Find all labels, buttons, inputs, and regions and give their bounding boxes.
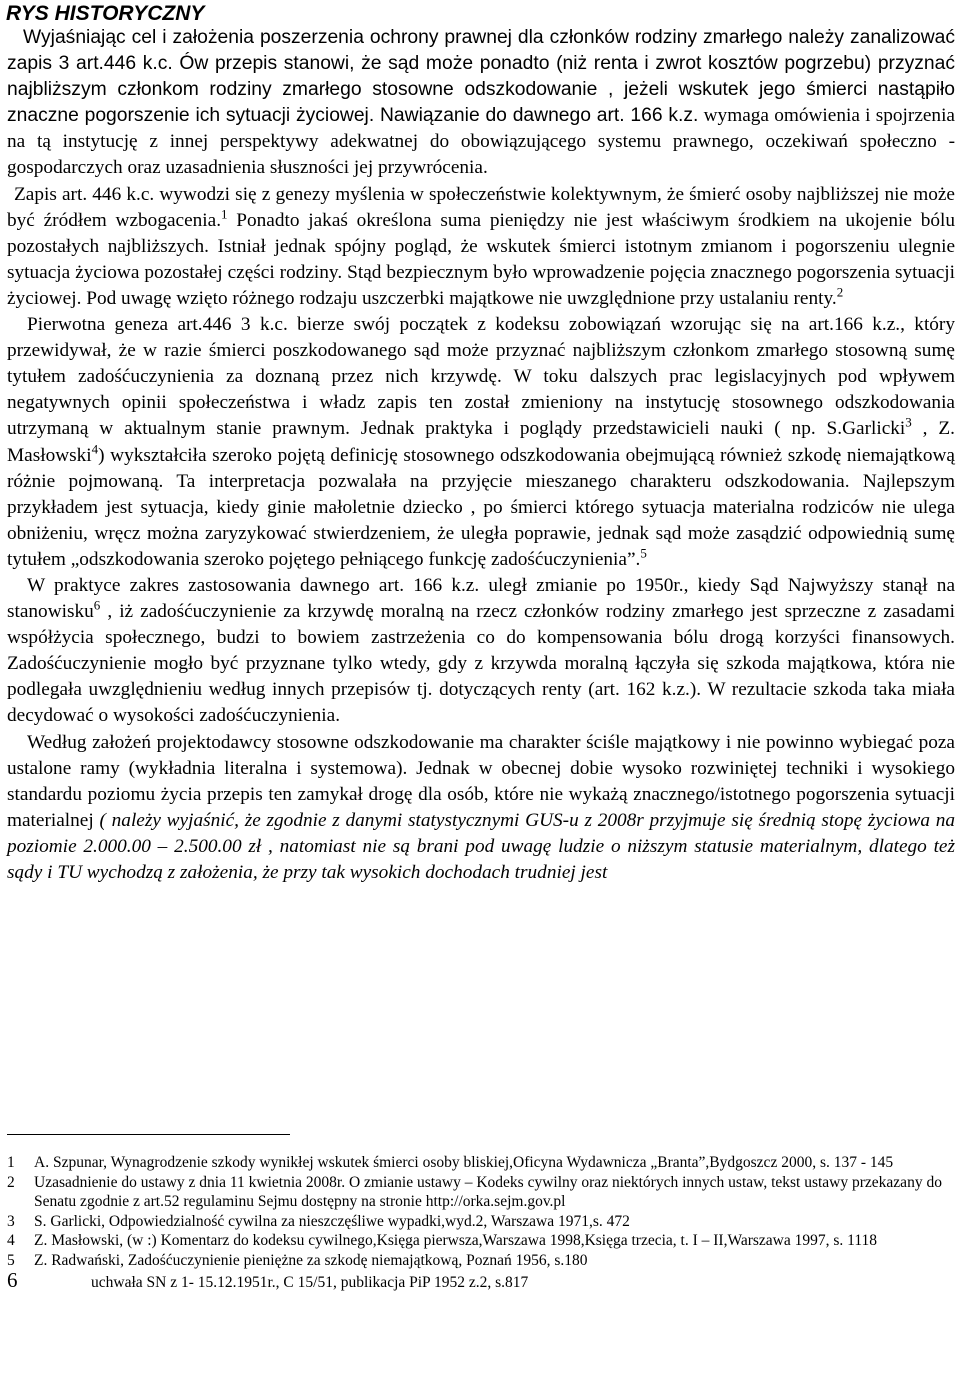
footnote-number: 6 bbox=[7, 1267, 18, 1292]
paragraph-2-text-b: Ponadto jakaś określona suma pieniędzy nie jest właściwym środkiem na ukojenie bólu pozostałych najbliższych. Istniał jednak spójny pogląd, że wskutek śmierci istotnym zmianom i pogorszeniu ulegnie sytuacja życiowa pozostałej części rodziny. Stąd bezpiecznym było wprowadzenie pojęcia znacznego pogorszenia sytuacji życiowej. Pod uwagę wzięto różnego rodzaju uszczerbki majątkowe nie uwzględnione przy ustalaniu renty. bbox=[7, 209, 955, 309]
footnote-4 bbox=[7, 1231, 947, 1251]
footnote-number: 4 bbox=[7, 1232, 15, 1250]
section-heading: RYS HISTORYCZNY bbox=[6, 2, 205, 25]
paragraph-4-text-b: , iż zadośćuczynienie za krzywdę moralną na rzecz członków rodziny zmarłego jest sprzeczne z zasadami współżycia społecznego, budzi to bowiem zastrzeżenia co do kompensowania bólu drogą korzyści finansowych. Zadośćuczynienie mogło być przyznane tylko wtedy, gdy z krzywda moralną łączyła się szkoda majątkowa, która nie podlegała uwzględnieniu według innych przepisów tj. dotyczących renty (art. 162 k.z.). W rezultacie szkoda taka miała decydować o wysokości zadośćuczynienia. bbox=[7, 601, 955, 727]
footnote-ref-6[interactable]: 6 bbox=[93, 597, 101, 613]
footnote-text: S. Garlicki, Odpowiedzialność cywilna za nieszczęśliwe wypadki,wyd.2, Warszawa 1971,s. 472 bbox=[34, 1212, 630, 1230]
footnote-number: 5 bbox=[7, 1251, 15, 1269]
footnote-number: 1 bbox=[7, 1154, 15, 1171]
footnote-ref-5[interactable]: 5 bbox=[640, 545, 647, 561]
footnote-3 bbox=[7, 1212, 947, 1232]
footnote-separator bbox=[7, 1134, 290, 1135]
paragraph-3-text-a: Pierwotna geneza art.446 3 k.c. bierze swój początek z kodeksu zobowiązań wzorując się na art.166 k.z., który przewidywał, że w razie śmierci poszkodowanego sąd może przyznać najbliższym członkom zmarłego stosowną sumę tytułem zadośćuczynienia za doznaną przez nich krzywdę. W toku dalszych prac legislacyjnych pod wpływem negatywnych opinii społeczeństwa i władz zapis ten został zmieniony na instytucję stosownego odszkodowania utrzymaną w aktualnym stanie prawnym. Jednak praktyka i poglądy przedstawicieli nauki ( np. S.Garlicki bbox=[7, 314, 955, 440]
footnote-6 bbox=[7, 1267, 947, 1293]
footnote-5 bbox=[7, 1251, 947, 1271]
footnotes bbox=[7, 1153, 947, 1292]
paragraph-1-sans-part: Wyjaśniając cel i założenia poszerzenia ochrony prawnej dla członków rodziny zmarłego należy zanalizować zapis 3 art.446 k.c. Ów przepis stanowi, że sąd może ponadto (niż renta i zwrot kosztów pogrzebu) przyznać najbliższym członkom rodziny zmarłego stosowne odszkodowanie , jeżeli wskutek jego śmierci nastąpiło znaczne pogorszenie ich sytuacji życiowej. Nawiązanie do dawnego art. 166 k.z. bbox=[7, 27, 955, 127]
paragraph-5-italic-note: ( należy wyjaśnić, że zgodnie z danymi statystycznymi GUS-u z 2008r przyjmuje się średnią stopę życiowa na poziomie 2.000.00 – 2.500.00 zł , natomiast nie są brani pod uwagę ludzie o niższym statusie materialnym, dlatego też sądy i TU wychodzą z założenia, że przy tak wysokich dochodach trudniej jest bbox=[7, 809, 955, 883]
paragraph-2 bbox=[7, 182, 955, 312]
footnote-text: Uzasadnienie do ustawy z dnia 11 kwietnia 2008r. O zmianie ustawy – Kodeks cywilny oraz niektórych innych ustaw, tekst ustawy przekazany do Senatu zgodnie z art.52 regulaminu Sejmu dostępny na stronie http://orka.sejm.gov.pl bbox=[34, 1173, 942, 1211]
footnote-1 bbox=[7, 1153, 947, 1173]
paragraph-1-serif-part: wymaga omówienia i spojrzenia na tą instytucję z innej perspektywy adekwatnej do obowiązującego systemu prawnego, oczekiwań społeczno - gospodarczych oraz uzasadnienia słuszności jej przywrócenia. bbox=[7, 105, 955, 179]
paragraph-4 bbox=[7, 573, 955, 730]
footnote-ref-2[interactable]: 2 bbox=[836, 284, 844, 300]
paragraph-5 bbox=[7, 730, 955, 887]
footnote-text: uchwała SN z 1- 15.12.1951r., C 15/51, publikacja PiP 1952 z.2, s.817 bbox=[91, 1273, 529, 1291]
body-text bbox=[7, 25, 955, 886]
paragraph-5-text-a: Według założeń projektodawcy stosowne odszkodowanie ma charakter ściśle majątkowy i nie powinno wybiegać poza ustalone ramy (wykładnia literalna i systemowa). Jednak w obecnej dobie wysoko rozwiniętej techniki i wysokiego standardu poziomu życia przepis ten zamykał drogę dla osób, które nie wykażą znacznego/istotnego pogorszenia sytuacji materialnej bbox=[7, 731, 955, 831]
paragraph-3-text-c: ) wykształciła szeroko pojętą definicję stosownego odszkodowania obejmującą również szkodę niemajątkową różnie pojmowaną. Ta interpretacja pozwalała na przyjęcie mieszanego charakteru odszkodowania. Najlepszym przykładem jest sytuacja, kiedy ginie małoletnie dziecko , po śmierci którego sytuacja materialna rodziców nie ulega obniżeniu, wręcz można zaryzykować stwierdzeniem, że uległa poprawie, jednak sąd może zasądzić odpowiednią sumę tytułem „odszkodowania szeroko pojętego pełniącego funkcję zadośćuczynienia”. bbox=[7, 444, 955, 570]
footnote-text: Z. Masłowski, (w :) Komentarz do kodeksu cywilnego,Księga pierwsza,Warszawa 1998,Księga trzecia, t. I – II,Warszawa 1997, s. 1118 bbox=[34, 1232, 878, 1250]
paragraph-3-text-b: , Z. Masłowski bbox=[7, 418, 956, 466]
paragraph-2-text-a: Zapis art. 446 k.c. wywodzi się z genezy myślenia w społeczeństwie kolektywnym, że śmierć osoby najbliższej nie może być źródłem wzbogacenia. bbox=[7, 183, 955, 231]
footnote-ref-4[interactable]: 4 bbox=[91, 441, 99, 457]
footnote-number: 2 bbox=[7, 1173, 15, 1191]
paragraph-1 bbox=[7, 25, 955, 182]
paragraph-4-text-a: W praktyce zakres zastosowania dawnego art. 166 k.z. uległ zmianie po 1950r., kiedy Sąd Najwyższy stanął na stanowisku bbox=[7, 574, 955, 623]
footnote-number: 3 bbox=[7, 1212, 15, 1230]
footnote-text: Z. Radwański, Zadośćuczynienie pieniężne za szkodę niemajątkową, Poznań 1956, s.180 bbox=[34, 1251, 588, 1269]
footnote-ref-1[interactable]: 1 bbox=[221, 206, 228, 222]
footnote-2 bbox=[7, 1173, 947, 1212]
paragraph-3 bbox=[7, 312, 955, 573]
footnote-text: A. Szpunar, Wynagrodzenie szkody wynikłej wskutek śmierci osoby bliskiej,Oficyna Wydawnicza „Branta”,Bydgoszcz 2000, s. 137 - 145 bbox=[34, 1154, 894, 1171]
footnote-ref-3[interactable]: 3 bbox=[905, 414, 912, 430]
